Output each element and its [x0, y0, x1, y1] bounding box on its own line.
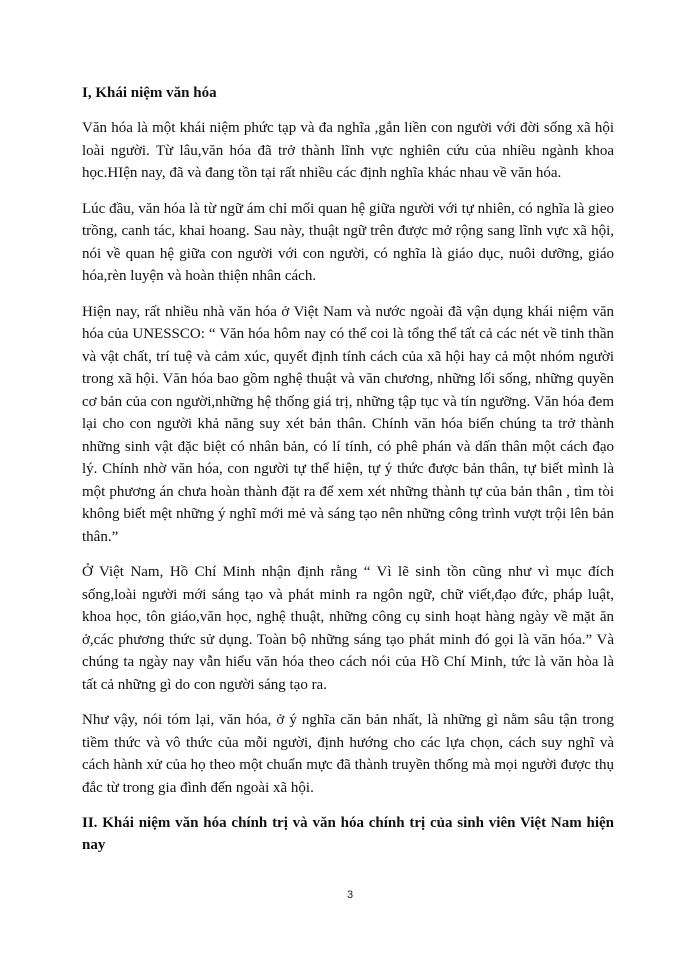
paragraph-2: Lúc đầu, văn hóa là từ ngữ ám chỉ mối quan hệ giữa người với tự nhiên, có nghĩa là gieo trồng, canh tác, khai hoang. Sau này, thuật ngữ trên được mở rộng sang lĩnh vực xã hội, nói về quan hệ giữa con người với con người, có nghĩa là giáo dục, nuôi dưỡng, giáo hóa,rèn luyện và hoàn thiện nhân cách. — [82, 200, 614, 284]
section-heading-2: II. Khái niệm văn hóa chính trị và văn hóa chính trị của sinh viên Việt Nam hiện nay — [82, 815, 614, 853]
page-number: 3 — [346, 889, 354, 901]
paragraph-3: Hiện nay, rất nhiều nhà văn hóa ở Việt Nam và nước ngoài đã vận dụng khái niệm văn hóa của UNESSCO: “ Văn hóa hôm nay có thể coi là tổng thể tất cả các nét về tinh thần và vật chất, trí tuệ và cảm xúc, quyết định tính cách của xã hội hay cả một nhóm người trong xã hội. Văn hóa bao gồm nghệ thuật và văn chương, những lối sống, những quyền cơ bản của con người,những hệ thống giá trị, những tập tục và tín ngưỡng. Văn hóa đem lại cho con người khả năng suy xét bản thân. Chính văn hóa biến chúng ta trở thành những sinh vật đặc biệt có nhân bản, có lí tính, có phê phán và dấn thân một cách đạo lý. Chính nhờ văn hóa, con người tự thể hiện, tự ý thức được bản thân, tự biết mình là một phương án chưa hoàn thành đặt ra để xem xét những thành tự của bản thân , tìm tòi không biết mệt những ý nghĩ mới mẻ và sáng tạo nên những công trình vượt trội lên bản thân.” — [82, 303, 614, 545]
paragraph-4: Ở Việt Nam, Hồ Chí Minh nhận định rằng “ Vì lẽ sinh tồn cũng như vì mục đích sống,loài người mới sáng tạo và phát minh ra ngôn ngữ, chữ viết,đạo đức, pháp luật, khoa học, tôn giáo,văn học, nghệ thuật, những công cụ sinh hoạt hàng ngày về mặt ăn ở,các phương thức sử dụng. Toàn bộ những sáng tạo phát minh đó gọi là văn hóa.” Và chúng ta ngày nay vẫn hiểu văn hóa theo cách nói của Hồ Chí Minh, tức là văn hòa là tất cả những gì do con người sáng tạo ra. — [82, 564, 614, 693]
paragraph-1: Văn hóa là một khái niệm phức tạp và đa nghĩa ,gắn liền con người với đời sống xã hội loài người. Từ lâu,văn hóa đã trở thành lĩnh vực nghiên cứu của nhiều ngành khoa học.HIện nay, đã và đang tồn tại rất nhiều các định nghĩa khác nhau về văn hóa. — [82, 120, 614, 181]
page-content — [82, 82, 614, 869]
paragraph-5: Như vậy, nói tóm lại, văn hóa, ở ý nghĩa căn bản nhất, là những gì nằm sâu tận trong tiềm thức và vô thức của mỗi người, định hướng cho các lựa chọn, cách suy nghĩ và cách hành xử của họ theo một chuẩn mực đã thành truyền thống mà mọi người được thụ đắc từ trong gia đình đến ngoài xã hội. — [82, 712, 614, 796]
section-heading-1: I, Khái niệm văn hóa — [82, 85, 217, 101]
